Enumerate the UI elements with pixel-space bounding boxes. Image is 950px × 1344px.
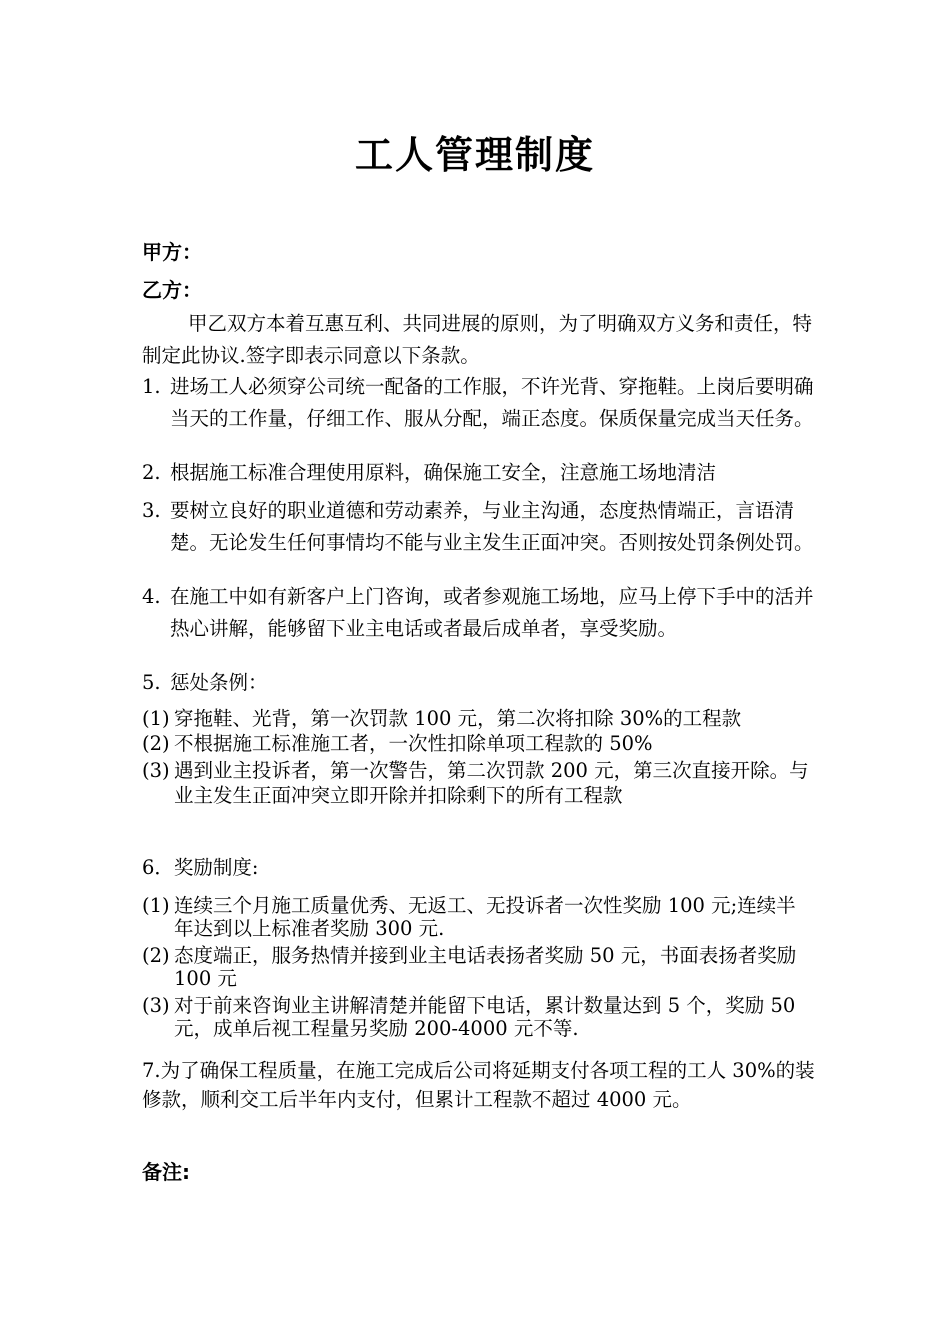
list-item-3 xyxy=(142,495,814,559)
reward-text: 态度端正，服务热情并接到业主电话表扬者奖励 50 元，书面表扬者奖励 100 元 xyxy=(174,944,797,990)
item-text: 根据施工标准合理使用原料，确保施工安全，注意施工场地清洁 xyxy=(170,461,717,484)
item-text: 惩处条例： xyxy=(170,671,268,694)
penalty-number: (1) xyxy=(142,707,170,730)
penalty-number: (3) xyxy=(142,759,170,782)
item-number: 4. xyxy=(142,585,161,608)
penalty-text: 遇到业主投诉者，第一次警告，第二次罚款 200 元，第三次直接开除。与业主发生正面冲突立即开除并扣除剩下的所有工程款 xyxy=(174,759,809,807)
reward-text: 连续三个月施工质量优秀、无返工、无投诉者一次性奖励 100 元;连续半年达到以上标准者奖励 300 元. xyxy=(174,894,796,940)
reward-heading: 6．奖励制度: xyxy=(142,856,259,879)
party-b-label: 乙方： xyxy=(142,278,202,302)
item-text: 要树立良好的职业道德和劳动素养，与业主沟通，态度热情端正，言语清楚。无论发生任何事情均不能与业主发生正面冲突。否则按处罚条例处罚。 xyxy=(170,499,814,554)
penalty-text: 穿拖鞋、光背，第一次罚款 100 元，第二次将扣除 30%的工程款 xyxy=(174,707,742,730)
reward-item-2 xyxy=(142,944,814,990)
document-title: 工人管理制度 xyxy=(354,133,595,177)
reward-item-1 xyxy=(142,894,814,940)
reward-text: 对于前来咨询业主讲解清楚并能留下电话，累计数量达到 5 个，奖励 50 元，成单后视工程量另奖励 200-4000 元不等. xyxy=(174,994,796,1040)
list-item-1 xyxy=(142,371,814,435)
intro-paragraph: 甲乙双方本着互惠互利、共同进展的原则，为了明确双方义务和责任，特制定此协议.签字即表示同意以下条款。 xyxy=(142,312,813,367)
penalty-item-3 xyxy=(142,758,814,808)
item-number: 5. xyxy=(142,671,161,694)
reward-number: (1) xyxy=(142,894,170,917)
item-text: 进场工人必须穿公司统一配备的工作服，不许光背、穿拖鞋。上岗后要明确当天的工作量，仔细工作、服从分配，端正态度。保质保量完成当天任务。 xyxy=(170,375,814,430)
penalty-item-2 xyxy=(142,732,814,755)
item-number: 3. xyxy=(142,499,161,522)
party-a-label: 甲方： xyxy=(142,240,202,264)
penalty-number: (2) xyxy=(142,732,170,755)
reward-item-3 xyxy=(142,994,814,1040)
item-text: 在施工中如有新客户上门咨询，或者参观施工场地，应马上停下手中的活并热心讲解，能够留下业主电话或者最后成单者，享受奖励。 xyxy=(170,585,814,640)
item-number: 1. xyxy=(142,375,161,398)
reward-number: (3) xyxy=(142,994,170,1017)
list-item-2 xyxy=(142,457,814,489)
item-number: 2. xyxy=(142,461,161,484)
item-7-paragraph: 7.为了确保工程质量，在施工完成后公司将延期支付各项工程的工人 30%的装修款，顺利交工后半年内支付，但累计工程款不超过 4000 元。 xyxy=(142,1059,815,1111)
list-item-5 xyxy=(142,667,814,699)
reward-number: (2) xyxy=(142,944,170,967)
remarks-label: 备注: xyxy=(142,1160,190,1184)
penalty-item-1 xyxy=(142,707,814,730)
list-item-4 xyxy=(142,581,814,645)
penalty-text: 不根据施工标准施工者，一次性扣除单项工程款的 50% xyxy=(174,732,653,755)
